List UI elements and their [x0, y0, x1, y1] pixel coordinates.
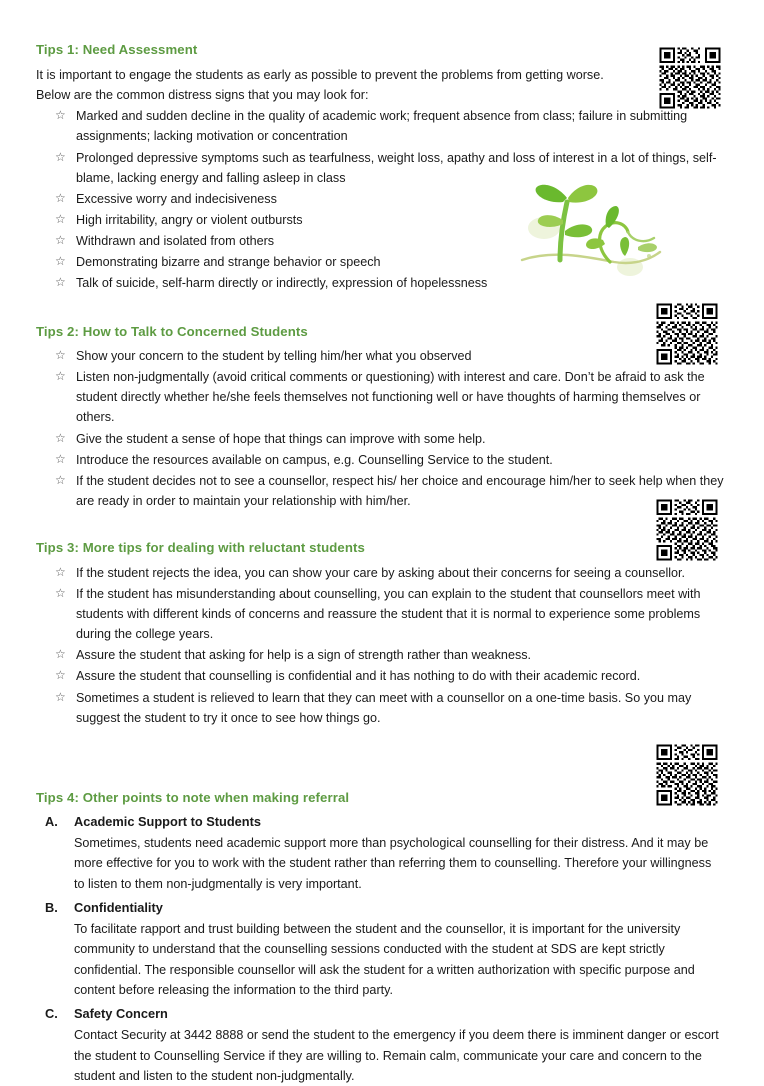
list-item — [36, 450, 714, 470]
section-heading-tips-1: Tips 1: Need Assessment — [36, 42, 198, 57]
list-item — [36, 584, 724, 644]
list-item-text: Introduce the resources available on campus, e.g. Counselling Service to the student. — [76, 452, 553, 467]
list-item-text: Demonstrating bizarre and strange behavior or speech — [76, 255, 381, 270]
list-item — [36, 563, 724, 583]
list-item-title: Academic Support to Students — [74, 814, 261, 830]
star-bullet-icon: ☆ — [55, 585, 66, 600]
list-item-title: Confidentiality — [74, 900, 163, 916]
list-item — [36, 688, 724, 728]
qr-code-icon-tips-4[interactable] — [654, 742, 720, 808]
list-item-text: High irritability, angry or violent outbursts — [76, 212, 303, 227]
list-item — [36, 148, 724, 188]
list-item-text: If the student rejects the idea, you can show your care by asking about their concerns for seeing a counsellor. — [76, 565, 686, 580]
star-bullet-icon: ☆ — [55, 668, 66, 683]
tips-3-bullet-list — [36, 563, 724, 728]
list-item — [36, 471, 724, 511]
list-item — [36, 273, 676, 293]
section-tips-3 — [36, 540, 724, 728]
list-item-title: Safety Concern — [74, 1006, 168, 1022]
list-item — [36, 812, 724, 894]
list-item — [36, 645, 714, 665]
list-item-text: Listen non-judgmentally (avoid critical comments or questioning) with interest and care. Don’t be afraid to ask the student directly whether he/she feels themselves not functioning well or have thoughts of harming themselves or others. — [76, 370, 705, 425]
qr-code-icon-tips-1[interactable] — [657, 45, 723, 111]
list-item-marker: B. — [45, 900, 58, 916]
list-item-text: Withdrawn and isolated from others — [76, 234, 275, 249]
list-item-text: Prolonged depressive symptoms such as tearfulness, weight loss, apathy and loss of interest in a lot of things, self-blame, lacking energy and falling asleep in class — [76, 150, 717, 185]
star-bullet-icon: ☆ — [55, 233, 66, 248]
section-heading-tips-4: Tips 4: Other points to note when making referral — [36, 789, 350, 805]
list-item-text: Assure the student that counselling is confidential and it has nothing to do with their academic record. — [76, 669, 641, 684]
tips-1-intro-line-2: Below are the common distress signs that you may look for: — [36, 87, 369, 102]
tips-2-bullet-list — [36, 346, 724, 511]
star-bullet-icon: ☆ — [55, 472, 66, 487]
list-item — [36, 898, 724, 1000]
star-bullet-icon: ☆ — [55, 149, 66, 164]
star-bullet-icon: ☆ — [55, 348, 66, 363]
list-item — [36, 429, 714, 449]
star-bullet-icon: ☆ — [55, 211, 66, 226]
list-item — [36, 666, 724, 686]
list-item-body: Sometimes, students need academic support more than psychological counselling for their distress. And it may be more effective for you to work with the student rather than referring them to counselling. Therefore your willingness to listen to them non-judgmentally is very important. — [74, 836, 712, 891]
star-bullet-icon: ☆ — [55, 451, 66, 466]
tips-1-intro — [36, 65, 648, 106]
list-item — [36, 367, 724, 427]
list-item — [36, 252, 676, 272]
tips-1-intro-line-1: It is important to engage the students as early as possible to prevent the problems from getting worse. — [36, 67, 604, 82]
star-bullet-icon: ☆ — [55, 254, 66, 269]
section-tips-2 — [36, 324, 724, 512]
list-item-text: Give the student a sense of hope that things can improve with some help. — [76, 431, 486, 446]
section-heading-tips-2: Tips 2: How to Talk to Concerned Students — [36, 323, 308, 339]
list-item-text: Talk of suicide, self-harm directly or indirectly, expression of hopelessness — [76, 276, 488, 291]
list-item — [36, 346, 714, 366]
list-item-text: Show your concern to the student by telling him/her what you observed — [76, 349, 472, 364]
list-item-text: Marked and sudden decline in the quality of academic work; frequent absence from class; failure in submitting assignments; lacking motivation or concentration — [76, 109, 688, 144]
list-item-text: If the student decides not to see a counsellor, respect his/ her choice and encourage him/her to seek help when they are ready in order to maintain your relationship with him/her. — [76, 473, 724, 509]
section-heading-tips-3: Tips 3: More tips for dealing with reluctant students — [36, 540, 365, 556]
list-item-text: If the student has misunderstanding about counselling, you can explain to the student that counsellors meet with students with different kinds of concerns and reassure the student that it is normal to experience some problems during the college years. — [76, 586, 701, 642]
list-item-body: To facilitate rapport and trust building between the student and the counsellor, it is important for the university community to understand that the counselling sessions conducted with the student at SDS are kept strictly confidential. The responsible counsellor will ask the student for a written authorization with specific purpose and content before releasing the information to the third party. — [74, 921, 695, 998]
list-item-marker: A. — [45, 814, 58, 830]
list-item-text: Excessive worry and indecisiveness — [76, 191, 277, 206]
star-bullet-icon: ☆ — [55, 190, 66, 205]
section-tips-4 — [36, 790, 724, 1086]
list-item — [36, 1004, 724, 1086]
list-item — [36, 210, 676, 230]
list-item-text: Assure the student that asking for help is a sign of strength rather than weakness. — [76, 648, 532, 663]
star-bullet-icon: ☆ — [55, 689, 66, 704]
star-bullet-icon: ☆ — [55, 108, 66, 123]
star-bullet-icon: ☆ — [55, 369, 66, 384]
star-bullet-icon: ☆ — [55, 275, 66, 290]
list-item — [36, 231, 676, 251]
star-bullet-icon: ☆ — [55, 430, 66, 445]
list-item — [36, 106, 724, 146]
tips-1-bullet-list — [36, 106, 724, 293]
section-tips-1 — [36, 42, 724, 294]
list-item-text: Sometimes a student is relieved to learn that they can meet with a counsellor on a one-time basis. So you may suggest the student to try it once to see how things go. — [76, 690, 692, 725]
star-bullet-icon: ☆ — [55, 564, 66, 579]
list-item-body: Contact Security at 3442 8888 or send the student to the emergency if you deem there is imminent danger or escort the student to Counselling Service if they are willing to. Remain calm, communicate your care and concern to the student and listen to the student non-judgmentally. — [74, 1028, 719, 1083]
list-item-marker: C. — [45, 1006, 58, 1022]
list-item — [36, 189, 676, 209]
star-bullet-icon: ☆ — [55, 647, 66, 662]
tips-4-lettered-list — [36, 812, 724, 1086]
